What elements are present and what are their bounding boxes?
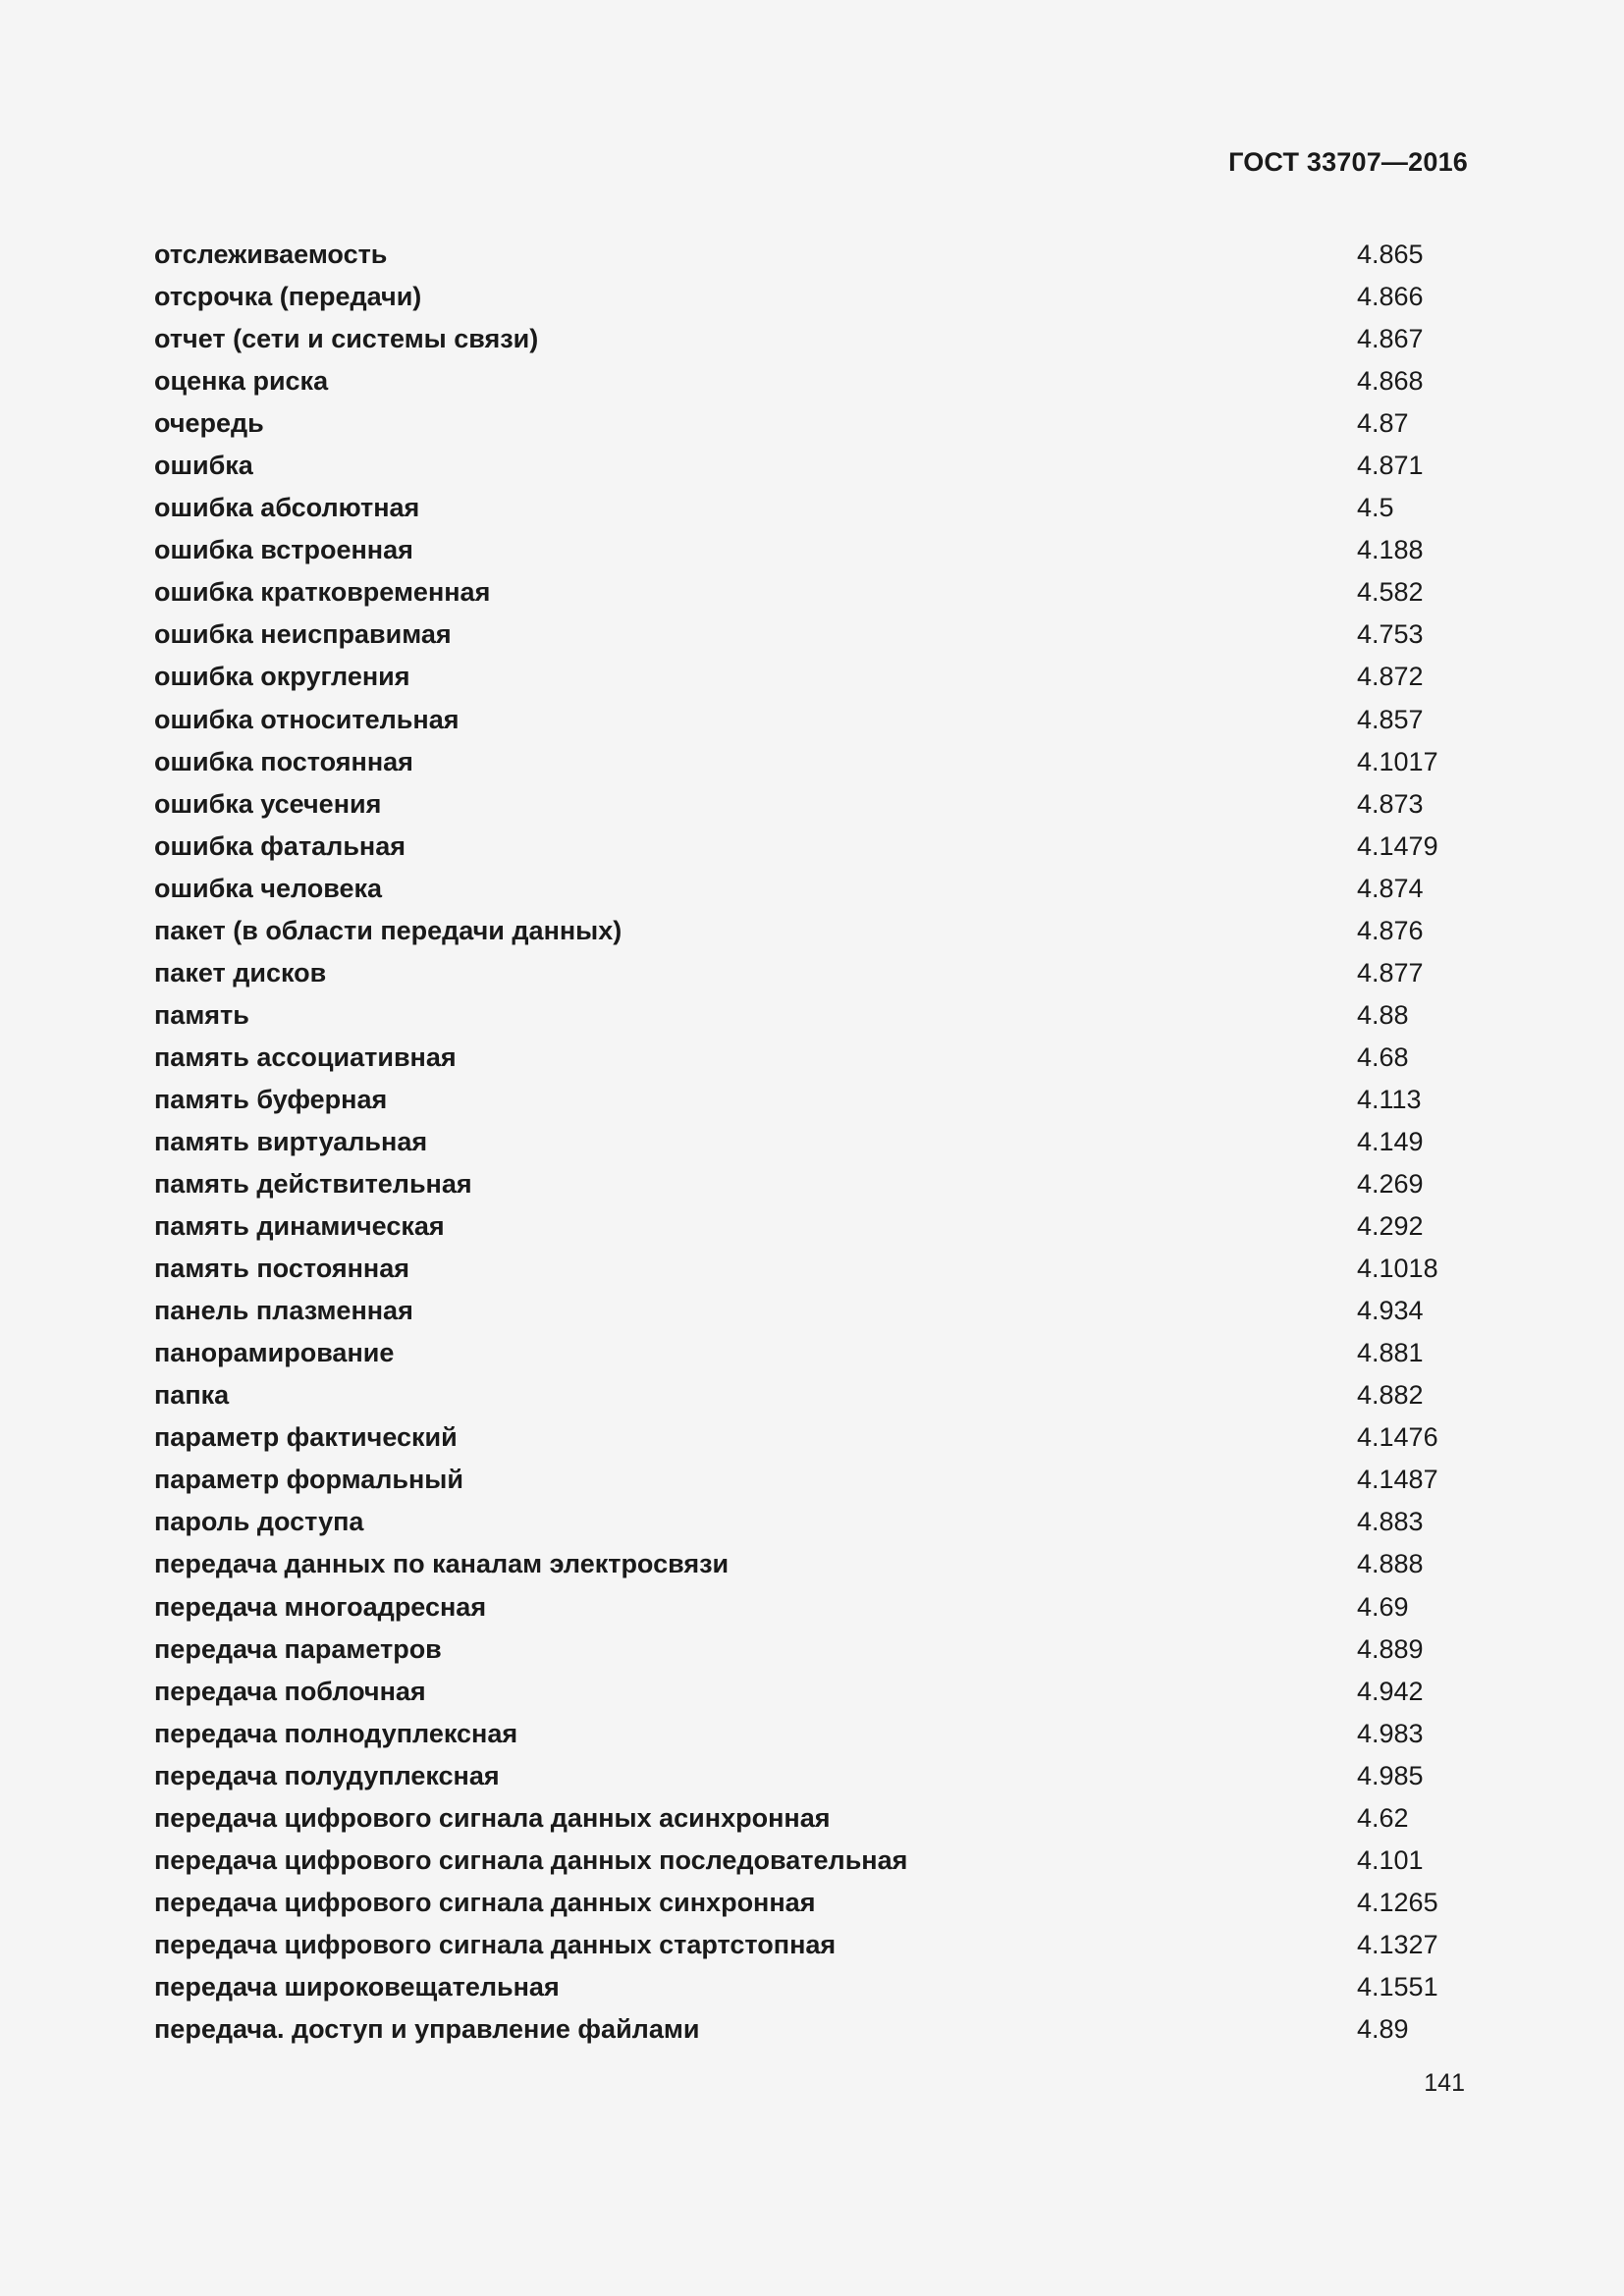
index-list <box>154 234 1470 2051</box>
index-reference: 4.188 <box>1357 535 1424 565</box>
index-reference: 4.1265 <box>1357 1887 1438 1917</box>
index-term: отслеживаемость <box>154 240 388 269</box>
index-reference: 4.69 <box>1357 1591 1409 1622</box>
index-reference: 4.934 <box>1357 1296 1424 1326</box>
index-reference: 4.5 <box>1357 493 1394 523</box>
index-entry <box>154 571 1470 614</box>
index-reference: 4.942 <box>1357 1676 1424 1706</box>
index-entry <box>154 741 1470 783</box>
index-entry <box>154 699 1470 741</box>
index-term: параметр фактический <box>154 1422 458 1453</box>
index-reference: 4.868 <box>1357 366 1424 397</box>
index-reference: 4.985 <box>1357 1760 1424 1790</box>
index-entry <box>154 1248 1470 1290</box>
index-reference: 4.857 <box>1357 704 1424 734</box>
index-reference: 4.881 <box>1357 1338 1424 1368</box>
index-term: параметр формальный <box>154 1465 463 1495</box>
index-reference: 4.866 <box>1357 282 1424 312</box>
index-reference: 4.292 <box>1357 1211 1424 1242</box>
index-term: отчет (сети и системы связи) <box>154 324 539 354</box>
index-term: пароль доступа <box>154 1507 364 1537</box>
index-term: передача полудуплексная <box>154 1760 500 1790</box>
index-term: ошибка <box>154 451 253 481</box>
index-entry <box>154 234 1470 276</box>
index-term: память <box>154 999 249 1030</box>
index-term: пакет дисков <box>154 957 327 988</box>
index-entry <box>154 614 1470 656</box>
document-header: ГОСТ 33707—2016 <box>1228 147 1468 177</box>
index-entry <box>154 783 1470 826</box>
index-reference: 4.1476 <box>1357 1422 1438 1453</box>
index-term: передача цифрового сигнала данных синхронная <box>154 1887 816 1917</box>
index-term: ошибка человека <box>154 873 383 903</box>
index-entry <box>154 487 1470 529</box>
index-reference: 4.876 <box>1357 915 1424 945</box>
index-entry <box>154 1163 1470 1205</box>
index-term: ошибка абсолютная <box>154 493 420 523</box>
index-term: очередь <box>154 408 264 439</box>
index-entry <box>154 1543 1470 1585</box>
index-term: панорамирование <box>154 1338 395 1368</box>
index-entry <box>154 2008 1470 2051</box>
index-reference: 4.753 <box>1357 619 1424 650</box>
index-reference: 4.101 <box>1357 1844 1424 1875</box>
index-entry <box>154 1755 1470 1797</box>
index-reference: 4.89 <box>1357 2013 1409 2044</box>
index-entry <box>154 360 1470 402</box>
index-term: ошибка постоянная <box>154 746 413 776</box>
index-entry <box>154 1079 1470 1121</box>
index-term: передача многоадресная <box>154 1591 487 1622</box>
index-entry <box>154 1713 1470 1755</box>
index-reference: 4.113 <box>1357 1084 1422 1114</box>
index-entry <box>154 826 1470 868</box>
index-reference: 4.68 <box>1357 1041 1409 1072</box>
index-term: передача цифрового сигнала данных стартстопная <box>154 1929 837 1959</box>
index-reference: 4.873 <box>1357 788 1424 819</box>
index-term: память ассоциативная <box>154 1041 457 1072</box>
index-reference: 4.877 <box>1357 957 1424 988</box>
index-entry <box>154 1671 1470 1713</box>
index-reference: 4.1018 <box>1357 1254 1438 1284</box>
index-reference: 4.867 <box>1357 324 1424 354</box>
index-term: передача полнодуплексная <box>154 1718 518 1748</box>
index-entry <box>154 1459 1470 1501</box>
index-reference: 4.1487 <box>1357 1465 1438 1495</box>
index-term: передача параметров <box>154 1633 442 1664</box>
index-entry <box>154 910 1470 952</box>
index-entry <box>154 1205 1470 1248</box>
index-reference: 4.882 <box>1357 1380 1424 1411</box>
index-entry <box>154 1966 1470 2008</box>
index-reference: 4.1551 <box>1357 1971 1438 2002</box>
index-entry <box>154 1840 1470 1882</box>
index-reference: 4.269 <box>1357 1169 1424 1200</box>
index-term: передача данных по каналам электросвязи <box>154 1549 730 1579</box>
index-reference: 4.888 <box>1357 1549 1424 1579</box>
index-term: передача широковещательная <box>154 1971 560 2002</box>
index-term: панель плазменная <box>154 1296 413 1326</box>
index-reference: 4.874 <box>1357 873 1424 903</box>
index-reference: 4.1479 <box>1357 830 1438 861</box>
index-entry <box>154 1416 1470 1459</box>
index-entry <box>154 952 1470 994</box>
index-term: память динамическая <box>154 1211 445 1242</box>
index-reference: 4.88 <box>1357 999 1409 1030</box>
index-reference: 4.872 <box>1357 662 1424 692</box>
index-reference: 4.883 <box>1357 1507 1424 1537</box>
index-term: ошибка кратковременная <box>154 577 491 608</box>
index-entry <box>154 1374 1470 1416</box>
index-entry <box>154 1290 1470 1332</box>
index-entry <box>154 402 1470 445</box>
index-term: ошибка округления <box>154 662 410 692</box>
index-term: пакет (в области передачи данных) <box>154 915 623 945</box>
index-term: ошибка относительная <box>154 704 460 734</box>
index-entry <box>154 1501 1470 1543</box>
index-reference: 4.87 <box>1357 408 1409 439</box>
index-reference: 4.983 <box>1357 1718 1424 1748</box>
index-reference: 4.889 <box>1357 1633 1424 1664</box>
index-entry <box>154 529 1470 571</box>
index-term: папка <box>154 1380 230 1411</box>
index-term: память постоянная <box>154 1254 409 1284</box>
index-term: память буферная <box>154 1084 388 1114</box>
index-entry <box>154 1121 1470 1163</box>
index-reference: 4.149 <box>1357 1126 1424 1156</box>
index-reference: 4.1017 <box>1357 746 1438 776</box>
index-term: отсрочка (передачи) <box>154 282 422 312</box>
page-number: 141 <box>1424 2069 1465 2097</box>
index-term: ошибка усечения <box>154 788 382 819</box>
index-term: передача. доступ и управление файлами <box>154 2013 700 2044</box>
index-reference: 4.62 <box>1357 1802 1409 1833</box>
index-entry <box>154 1797 1470 1840</box>
index-term: ошибка фатальная <box>154 830 406 861</box>
index-term: ошибка встроенная <box>154 535 413 565</box>
index-entry <box>154 445 1470 487</box>
index-reference: 4.582 <box>1357 577 1424 608</box>
index-entry <box>154 1037 1470 1079</box>
index-term: передача цифрового сигнала данных асинхронная <box>154 1802 831 1833</box>
index-term: память действительная <box>154 1169 472 1200</box>
index-term: оценка риска <box>154 366 329 397</box>
index-reference: 4.865 <box>1357 240 1424 269</box>
index-entry <box>154 1586 1470 1629</box>
index-term: передача цифрового сигнала данных последовательная <box>154 1844 908 1875</box>
index-entry <box>154 1629 1470 1671</box>
index-term: передача поблочная <box>154 1676 426 1706</box>
index-term: ошибка неисправимая <box>154 619 452 650</box>
index-entry <box>154 656 1470 698</box>
index-term: память виртуальная <box>154 1126 428 1156</box>
index-reference: 4.871 <box>1357 451 1424 481</box>
index-entry <box>154 868 1470 910</box>
index-reference: 4.1327 <box>1357 1929 1438 1959</box>
index-entry <box>154 1924 1470 1966</box>
index-entry <box>154 994 1470 1037</box>
index-entry <box>154 1882 1470 1924</box>
index-entry <box>154 1332 1470 1374</box>
index-entry <box>154 318 1470 360</box>
index-entry <box>154 276 1470 318</box>
